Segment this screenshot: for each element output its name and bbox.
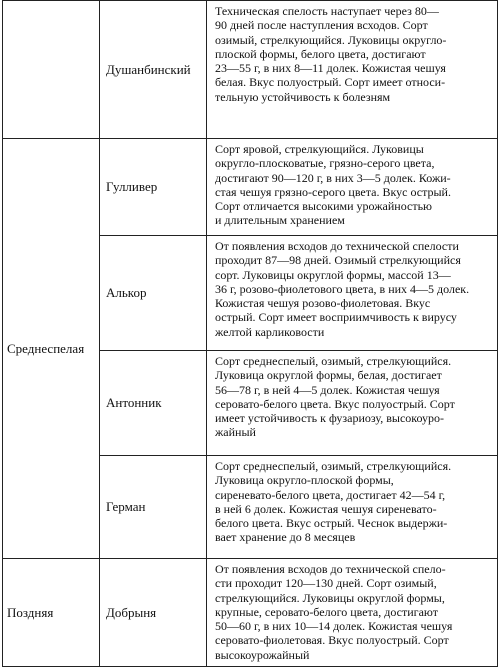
description-line: Кожистая чешуя розово-фиолетовая. Вкус [215,296,431,311]
maturity-group-cell: Поздняя [3,559,100,667]
description-line: проходит 87—98 дней. Озимый стрелкующийся [215,253,461,268]
description-line: жайный [215,425,256,440]
variety-description [207,236,498,351]
maturity-group-cell [3,1,100,139]
description-line: стрелкующийся. Луковицы округлой формы, [215,590,445,605]
description-line: достигают 90—120 г, в них 3—5 долек. Кожи- [215,170,451,185]
maturity-group-cell: Среднеспелая [3,139,100,559]
description-line: озимый, стрелкующийся. Луковицы округло- [215,32,447,47]
description-line: сти проходит 120—130 дней. Сорт озимый, [215,576,437,591]
description-line: острый. Сорт имеет восприимчивость к вирусу [215,310,457,325]
description-line: 23—55 г, в них 8—11 долек. Кожистая чешуя [215,61,446,76]
variety-description [207,1,498,139]
description-line: Сорт отличается высокими урожайностью [215,199,433,214]
description-line: крупные, серовато-белого цвета, достигают [215,604,438,619]
description-line: Техническая спелость наступает через 80— [215,4,439,18]
description-line: округло-плосковатые, грязно-серого цвета, [215,156,435,171]
description-line: высокоурожайный [215,647,310,662]
variety-description [207,559,498,667]
description-line: Сорт среднеспелый, озимый, стрелкующийся. [215,354,452,368]
description-line: От появления всходов до технической спело- [215,562,446,576]
description-line: плоской формы, белого цвета, достигают [215,46,426,61]
description-line: сорт. Луковицы округлой формы, массой 13— [215,267,451,282]
description-line: Луковица округлой формы, белая, достигает [215,368,442,383]
variety-name: Герман [100,456,207,559]
description-line: белая. Вкус полуострый. Сорт имеет относи- [215,75,446,90]
description-line: сиреневато-белого цвета, достигает 42—54 г, [215,487,446,502]
description-line: Луковица округло-плоской формы, [215,473,394,488]
description-line: 90 дней после наступления всходов. Сорт [215,18,428,33]
description-line: вает хранение до 8 месяцев [215,530,356,545]
description-line: имеет устойчивость к фузариозу, высокоурo- [215,411,445,426]
variety-name: Добрыня [100,559,207,667]
description-line: 36 г, розово-фиолетового цвета, в них 4—5 долек. [215,281,470,296]
table-row [3,139,498,236]
description-line: серовато-фиолетовая. Вкус полуострый. Сорт [215,633,449,648]
description-line: в ней 6 долек. Кожистая чешуя сиреневато- [215,501,437,516]
variety-description [207,139,498,236]
description-line: 50—60 г, в них 10—14 долек. Кожистая чешуя [215,619,453,634]
description-line: и длительным хранением [215,213,345,228]
variety-name: Антонник [100,351,207,456]
variety-description [207,351,498,456]
description-line: Сорт среднеспелый, озимый, стрелкующийся. [215,459,452,473]
table-row [3,1,498,139]
variety-name: Душанбинский [100,1,207,139]
description-line: желтой карликовости [215,324,325,339]
description-line: 56—78 г, в ней 4—5 долек. Кожистая чешуя [215,382,440,397]
variety-table [2,0,498,667]
description-line: тельную устойчивость к болезням [215,89,391,104]
variety-description [207,456,498,559]
variety-name: Алькор [100,236,207,351]
description-line: белого цвета. Вкус острый. Чеснок выдержи- [215,516,448,531]
description-line: От появления всходов до технической спелости [215,239,459,253]
variety-name: Гулливер [100,139,207,236]
description-line: стая чешуя грязно-серого цвета. Вкус острый. [215,184,451,199]
description-line: Сорт яровой, стрелкующийся. Луковицы [215,142,424,156]
table-row [3,559,498,667]
description-line: серовато-белого цвета. Вкус полуострый. Сорт [215,396,455,411]
